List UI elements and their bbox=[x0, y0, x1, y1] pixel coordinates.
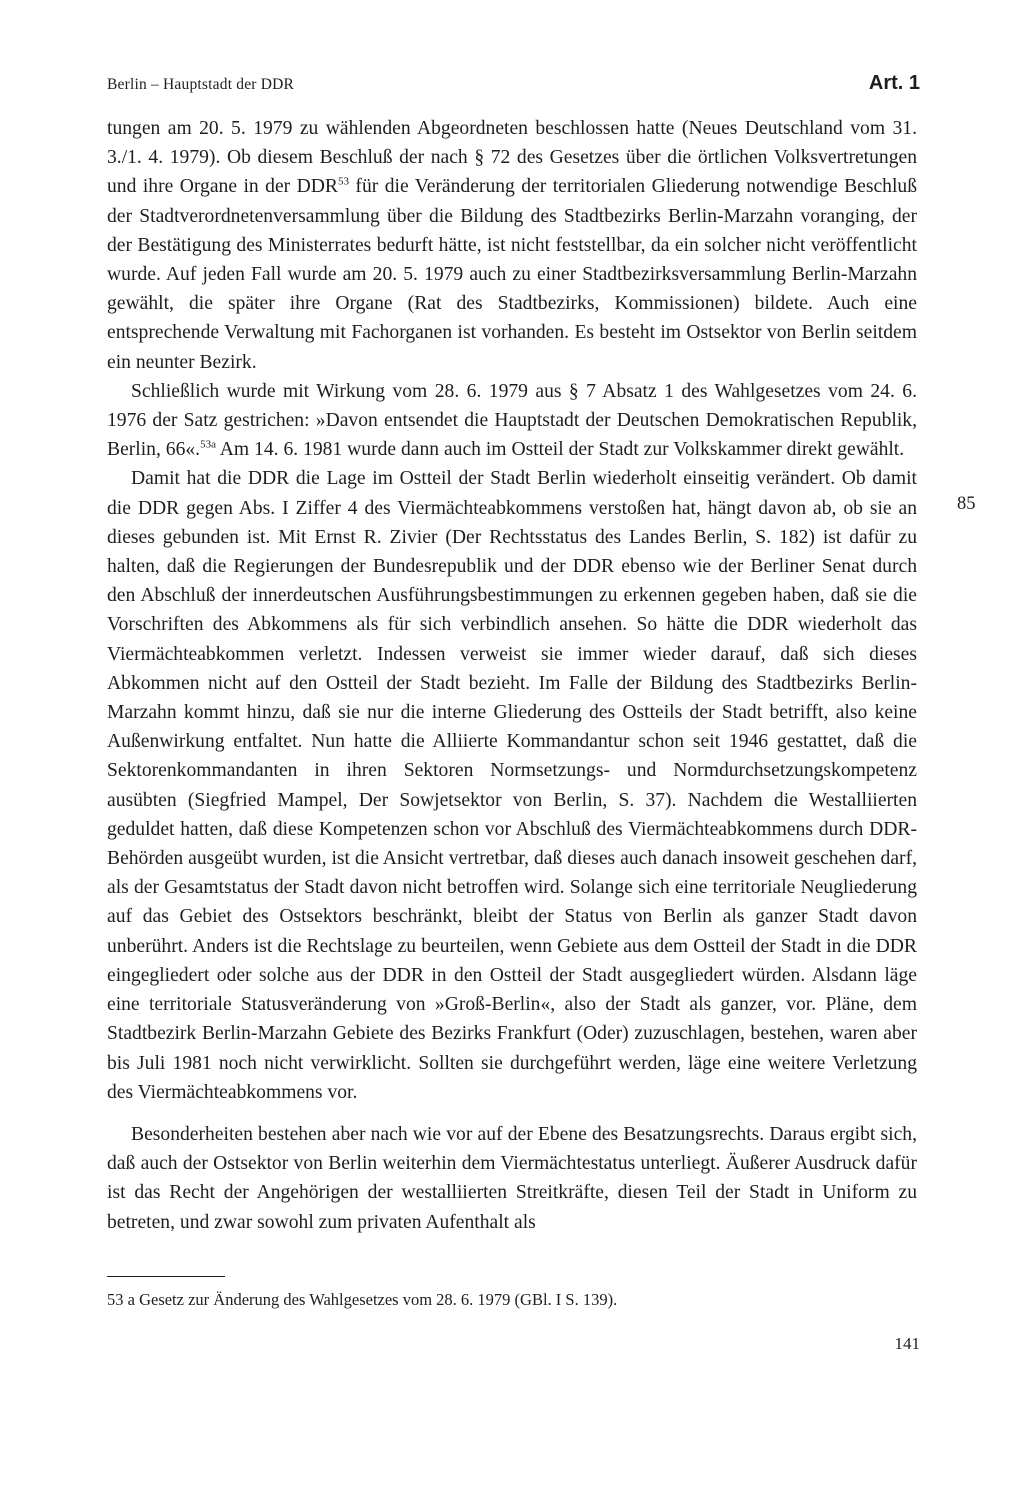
paragraph-3: Damit hat die DDR die Lage im Ostteil der Stadt Berlin wiederholt einseitig verändert. Ob damit die DDR gegen Abs. I Ziffer 4 des Viermächteabkommens verstoßen hat, hängt davon ab, ob sie an dieses gebunden ist. Mit Ernst R. Zivier (Der Rechtsstatus des Landes Berlin, S. 182) ist dafür zu halten, daß die Regierungen der Bundesrepublik und der DDR ebenso wie der Berliner Senat durch den Abschluß der innerdeutschen Ausführungsbestimmungen zu erkennen gegeben haben, daß sie die Vorschriften des Abkommens als für sich verbindlich ansehen. So hätte die DDR wiederholt das Viermächteabkommen verletzt. Indessen verweist sie immer wieder darauf, daß sich dieses Abkommen nicht auf den Ostteil der Stadt bezieht. Im Falle der Bildung des Stadtbezirks Berlin-Marzahn kommt hinzu, daß sie nur die interne Gliederung des Ostteils der Stadt betrifft, also keine Außenwirkung entfaltet. Nun hatte die Alliierte Kommandantur schon seit 1946 gestattet, daß die Sektorenkommandanten in ihren Sektoren Normsetzungs- und Normdurchsetzungskompetenz ausübten (Siegfried Mampel, Der Sowjetsektor von Berlin, S. 37). Nachdem die Westalliierten geduldet hatten, daß diese Kompetenzen schon vor Abschluß des Viermächteabkommens durch DDR-Behörden ausgeübt wurden, ist die Ansicht vertretbar, daß dieses auch danach insoweit geschehen darf, als der Gesamtstatus der Stadt davon nicht betroffen wird. Solange sich eine territoriale Neugliederung auf das Gebiet des Ostsektors beschränkt, bleibt der Status von Berlin als ganzer Stadt davon unberührt. Anders ist die Rechtslage zu beurteilen, wenn Gebiete aus dem Ostteil der Stadt in die DDR eingegliedert oder solche aus der DDR in den Ostteil der Stadt ausgegliedert würden. Alsdann läge eine territoriale Statusveränderung von »Groß-Berlin«, also der Stadt als ganzer, vor. Pläne, dem Stadtbezirk Berlin-Marzahn Gebiete des Bezirks Frankfurt (Oder) zuzuschlagen, bestehen, waren aber bis Juli 1981 noch nicht verwirklicht. Sollten sie durchgeführt werden, läge eine weitere Verletzung des Viermächteabkommens vor. bbox=[107, 468, 917, 1103]
paragraph-1-text-cont: für die Veränderung der territorialen Gliederung notwendige Beschluß der Stadtverordnetenversammlung über die Bildung des Stadtbezirks Berlin-Marzahn voranging, der der Bestätigung des Ministerrates bedurft hätte, ist nicht feststellbar, da ein solcher nicht veröffentlicht wurde. Auf jeden Fall wurde am 20. 5. 1979 auch zu einer Stadtbezirksversammlung Berlin-Marzahn gewählt, die später ihre Organe (Rat des Stadtbezirks, Kommissionen) bildete. Auch eine entsprechende Verwaltung mit Fachorganen ist vorhanden. Es besteht im Ostsektor von Berlin seitdem ein neunter Bezirk. bbox=[107, 176, 917, 373]
paragraph-1 bbox=[107, 114, 917, 377]
paragraph-2-text: Schließlich wurde mit Wirkung vom 28. 6. 1979 aus § 7 Absatz 1 des Wahlgesetzes vom 24. 6. 1976 der Satz gestrichen: »Davon entsendet die Hauptstadt der Deutschen Demokratischen Republik, Berlin, 66«. bbox=[107, 380, 917, 461]
article-label: Art. 1 bbox=[868, 72, 920, 94]
body-text bbox=[107, 114, 917, 1237]
footnote-ref-53: 53 bbox=[337, 175, 349, 188]
page-number: 141 bbox=[894, 1334, 920, 1353]
paragraph-2 bbox=[107, 377, 917, 465]
footnote-ref-53a: 53a bbox=[200, 438, 216, 451]
paragraph-1-text: tungen am 20. 5. 1979 zu wählenden Abgeordneten beschlossen hatte (Neues Deutschland vom 31. 3./1. 4. 1979). Ob diesem Beschluß der nach § 72 des Gesetzes über die örtlichen Volksvertretungen und ihre Organe in der DDR bbox=[107, 118, 917, 198]
footnote: 53 a Gesetz zur Änderung des Wahlgesetzes vom 28. 6. 1979 (GBl. I S. 139). bbox=[107, 1290, 618, 1309]
paragraph-2-text-cont: Am 14. 6. 1981 wurde dann auch im Ostteil der Stadt zur Volkskammer direkt gewählt. bbox=[215, 439, 905, 461]
running-title: Berlin – Hauptstadt der DDR bbox=[107, 76, 295, 93]
footnote-divider bbox=[107, 1276, 225, 1277]
margin-number: 85 bbox=[957, 494, 976, 514]
paragraph-4: Besonderheiten bestehen aber nach wie vor auf der Ebene des Besatzungsrechts. Daraus ergibt sich, daß auch der Ostsektor von Berlin weiterhin dem Viermächtestatus unterliegt. Äußerer Ausdruck dafür ist das Recht der Angehörigen der westalliierten Streitkräfte, diesen Teil der Stadt in Uniform zu betreten, und zwar sowohl zum privaten Aufenthalt als bbox=[107, 1123, 917, 1233]
